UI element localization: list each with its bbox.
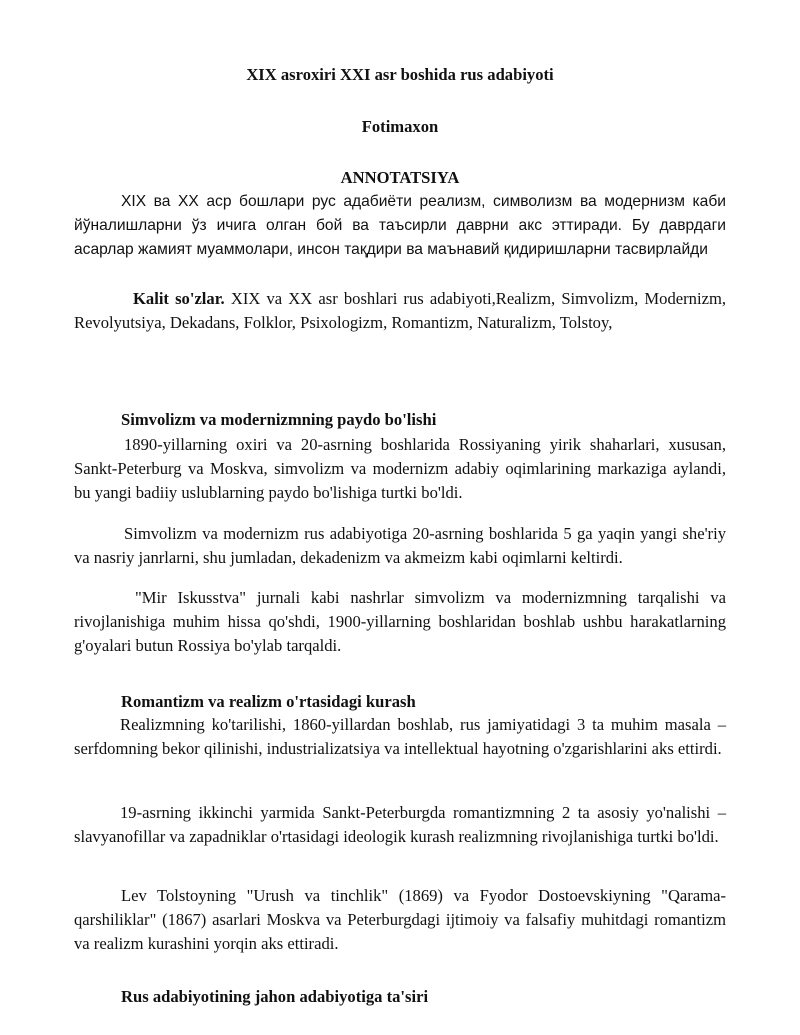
section-heading: Rus adabiyotining jahon adabiyotiga ta'siri bbox=[121, 987, 429, 1006]
keywords-label: Kalit so'zlar. bbox=[133, 289, 225, 308]
section-heading: Romantizm va realizm o'rtasidagi kurash bbox=[121, 692, 416, 711]
body-paragraph: Lev Tolstoyning "Urush va tinchlik" (1869) va Fyodor Dostoevskiyning "Qarama-qarshiliklar" (1867) asarlari Moskva va Peterburgdagi ijtimoiy va falsafiy muhitdagi romantizm va realizm kurashini yorqin aks ettiradi. bbox=[74, 886, 726, 953]
body-paragraph: 1890-yillarning oxiri va 20-asrning boshlarida Rossiyaning yirik shaharlari, xususan, Sankt-Peterburg va Moskva, simvolizm va modernizm adabiy oqimlarining markaziga aylandi, bu yangi badiiy uslublarning paydo bo'lishiga turtki bo'ldi. bbox=[74, 435, 726, 502]
author-name: Fotimaxon bbox=[361, 117, 439, 136]
body-paragraph: Realizmning ko'tarilishi, 1860-yillardan boshlab, rus jamiyatidagi 3 ta muhim masala – serfdomning bekor qilinishi, industrializatsiya va intellektual hayotning o'zgarishlarini aks ettirdi. bbox=[74, 715, 726, 758]
body-paragraph: 19-asrning ikkinchi yarmida Sankt-Peterburgda romantizmning 2 ta asosiy yo'nalishi – slavyanofillar va zapadniklar o'rtasidagi ideologik kurash realizmning rivojlanishiga turtki bo'ldi. bbox=[74, 803, 726, 846]
body-paragraph: Simvolizm va modernizm rus adabiyotiga 20-asrning boshlarida 5 ga yaqin yangi she'riy va nasriy janrlarni, shu jumladan, dekadenizm va akmeizm kabi oqimlarni keltirdi. bbox=[74, 524, 726, 567]
annotation-paragraph: XIX ва XX аср бошлари рус адабиёти реализм, символизм ва модернизм каби йўналишларни ўз ичига олган бой ва таъсирли даврни акс эттиради. Бу даврдаги асарлар жамият муаммолари, инсон тақдири ва маънавий қидиришларни тасвирлайди bbox=[74, 193, 726, 258]
document-title: XIX asroxiri XXI asr boshida rus adabiyoti bbox=[246, 65, 554, 84]
annotation-heading: ANNOTATSIYA bbox=[340, 168, 460, 187]
keywords-paragraph bbox=[74, 287, 726, 335]
body-paragraph: "Mir Iskusstva" jurnali kabi nashrlar simvolizm va modernizmning tarqalishi va rivojlanishiga muhim hissa qo'shdi, 1900-yillarning boshlaridan boshlab ushbu harakatlarning g'oyalari butun Rossiya bo'ylab tarqaldi. bbox=[74, 588, 726, 655]
keywords-text: XIX va XX asr boshlari rus adabiyoti,Realizm, Simvolizm, Modernizm, Revolyutsiya, Dekadans, Folklor, Psixologizm, Romantizm, Naturalizm, Tolstoy, bbox=[74, 289, 726, 332]
section-heading: Simvolizm va modernizmning paydo bo'lishi bbox=[121, 410, 437, 429]
